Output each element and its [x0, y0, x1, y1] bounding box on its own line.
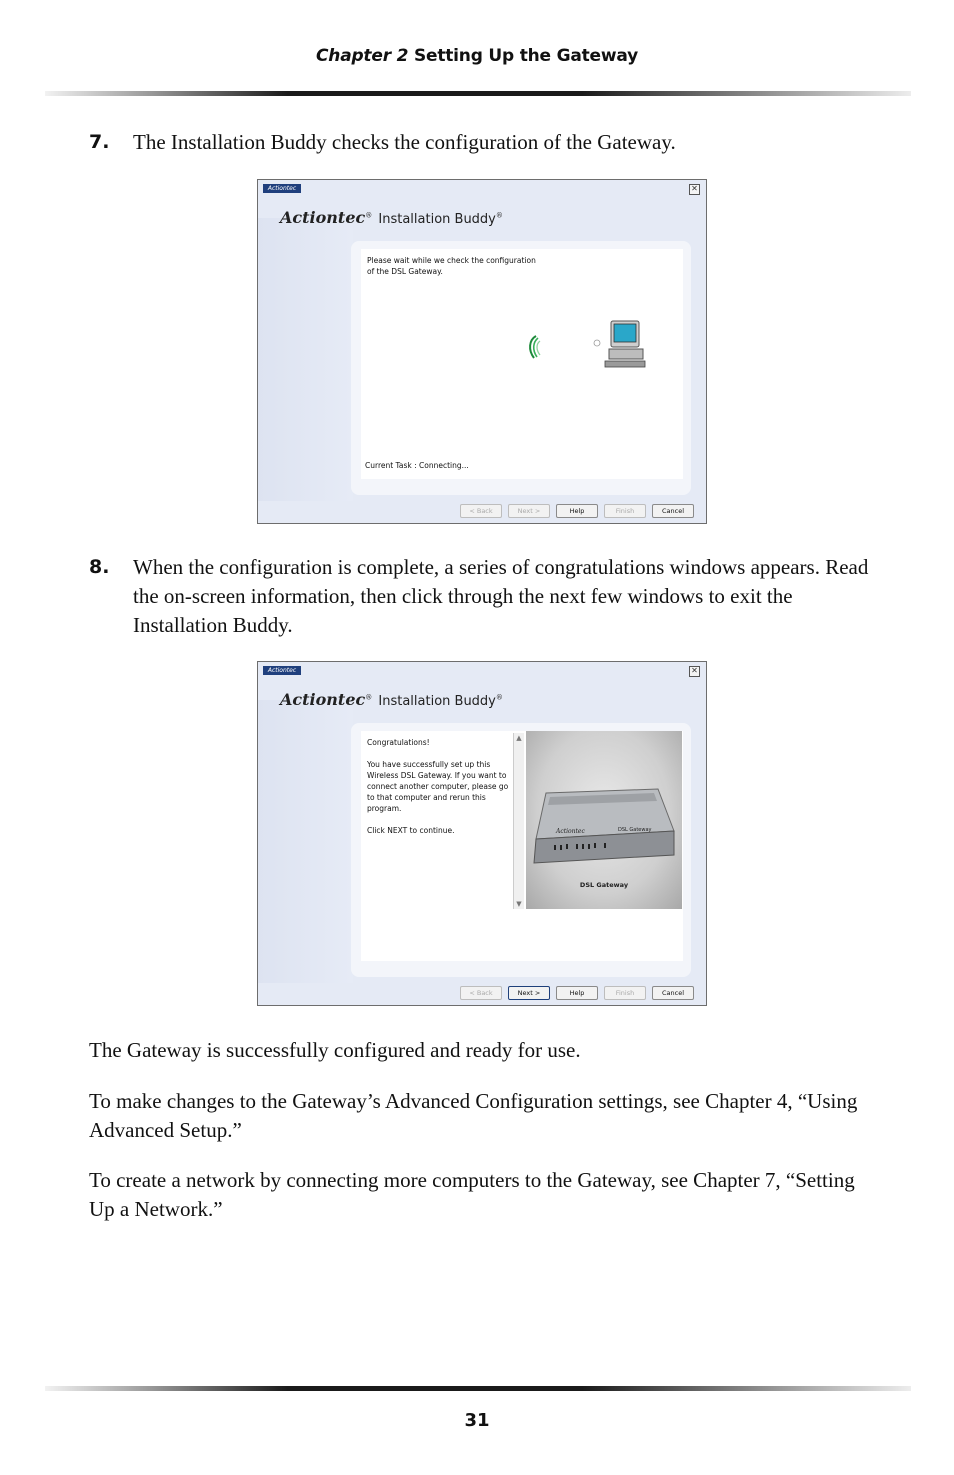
content-panel — [351, 241, 691, 495]
window-brand: Actiontec® Installation Buddy® — [280, 690, 503, 709]
step-8 — [89, 553, 879, 640]
dsl-gateway-photo — [526, 731, 682, 909]
installation-buddy-window-checking — [257, 179, 707, 524]
step-number: 7. — [89, 131, 110, 153]
close-icon[interactable]: ✕ — [689, 184, 700, 195]
congratulations-text — [367, 737, 513, 836]
actiontec-logo: Actiontec — [280, 208, 366, 227]
photo-caption: DSL Gateway — [579, 881, 629, 889]
content-panel — [351, 723, 691, 977]
button-bar — [460, 986, 694, 1000]
step-number: 8. — [89, 556, 110, 578]
finish-button[interactable]: Finish — [604, 504, 646, 518]
product-name: Installation Buddy — [378, 694, 496, 709]
content-area — [361, 249, 683, 479]
paragraph-network: To create a network by connecting more computers to the Gateway, see Chapter 7, “Setting Up a Network.” — [89, 1168, 855, 1221]
scroll-up-icon[interactable]: ▲ — [516, 734, 522, 742]
side-panel — [258, 218, 353, 501]
side-panel — [258, 700, 353, 983]
back-button[interactable]: < Back — [460, 986, 502, 1000]
scroll-down-icon[interactable]: ▼ — [516, 900, 522, 908]
back-button[interactable]: < Back — [460, 504, 502, 518]
computer-icon — [593, 319, 653, 369]
cancel-button[interactable]: Cancel — [652, 986, 694, 1000]
device-brand: Actiontec — [556, 828, 585, 835]
step-7 — [89, 128, 879, 157]
step-text: When the configuration is complete, a series of congratulations windows appears. Read the on-screen information, then click through the next few windows to exit the Installation Buddy. — [133, 555, 869, 637]
actiontec-small-logo: Actiontec — [263, 666, 301, 675]
actiontec-small-logo: Actiontec — [263, 184, 301, 193]
cancel-button[interactable]: Cancel — [652, 504, 694, 518]
current-task: Current Task : Connecting... — [365, 461, 469, 470]
page-number: 31 — [464, 1410, 490, 1431]
next-button[interactable]: Next > — [508, 504, 550, 518]
success-message: You have successfully set up this Wireless DSL Gateway. If you want to connect another computer, please go to that computer and rerun this program. — [367, 760, 509, 813]
chapter-label: Chapter 2 — [316, 46, 409, 66]
paragraph-configured: The Gateway is successfully configured and ready for use. — [89, 1038, 581, 1062]
help-button[interactable]: Help — [556, 986, 598, 1000]
scrollbar[interactable] — [513, 733, 524, 909]
footer-rule — [45, 1386, 911, 1391]
actiontec-logo: Actiontec — [280, 690, 366, 709]
next-button[interactable]: Next > — [508, 986, 550, 1000]
finish-button[interactable]: Finish — [604, 986, 646, 1000]
header-rule — [45, 91, 911, 96]
product-name: Installation Buddy — [378, 212, 496, 227]
device-label: DSL Gateway — [618, 827, 652, 833]
congratulations-heading: Congratulations! — [367, 738, 430, 747]
step-text: The Installation Buddy checks the configuration of the Gateway. — [133, 130, 676, 154]
wait-message: Please wait while we check the configuration of the DSL Gateway. — [367, 256, 536, 276]
window-brand: Actiontec® Installation Buddy® — [280, 208, 503, 227]
help-button[interactable]: Help — [556, 504, 598, 518]
chapter-title: Setting Up the Gateway — [413, 46, 638, 66]
content-area — [361, 731, 683, 961]
progress-swirl-icon — [526, 334, 546, 360]
close-icon[interactable]: ✕ — [689, 666, 700, 677]
next-hint: Click NEXT to continue. — [367, 826, 455, 835]
paragraph-advanced-setup: To make changes to the Gateway’s Advanced Configuration settings, see Chapter 4, “Using Advanced Setup.” — [89, 1089, 858, 1142]
installation-buddy-window-congratulations — [257, 661, 707, 1006]
running-header — [0, 46, 954, 66]
button-bar — [460, 504, 694, 518]
